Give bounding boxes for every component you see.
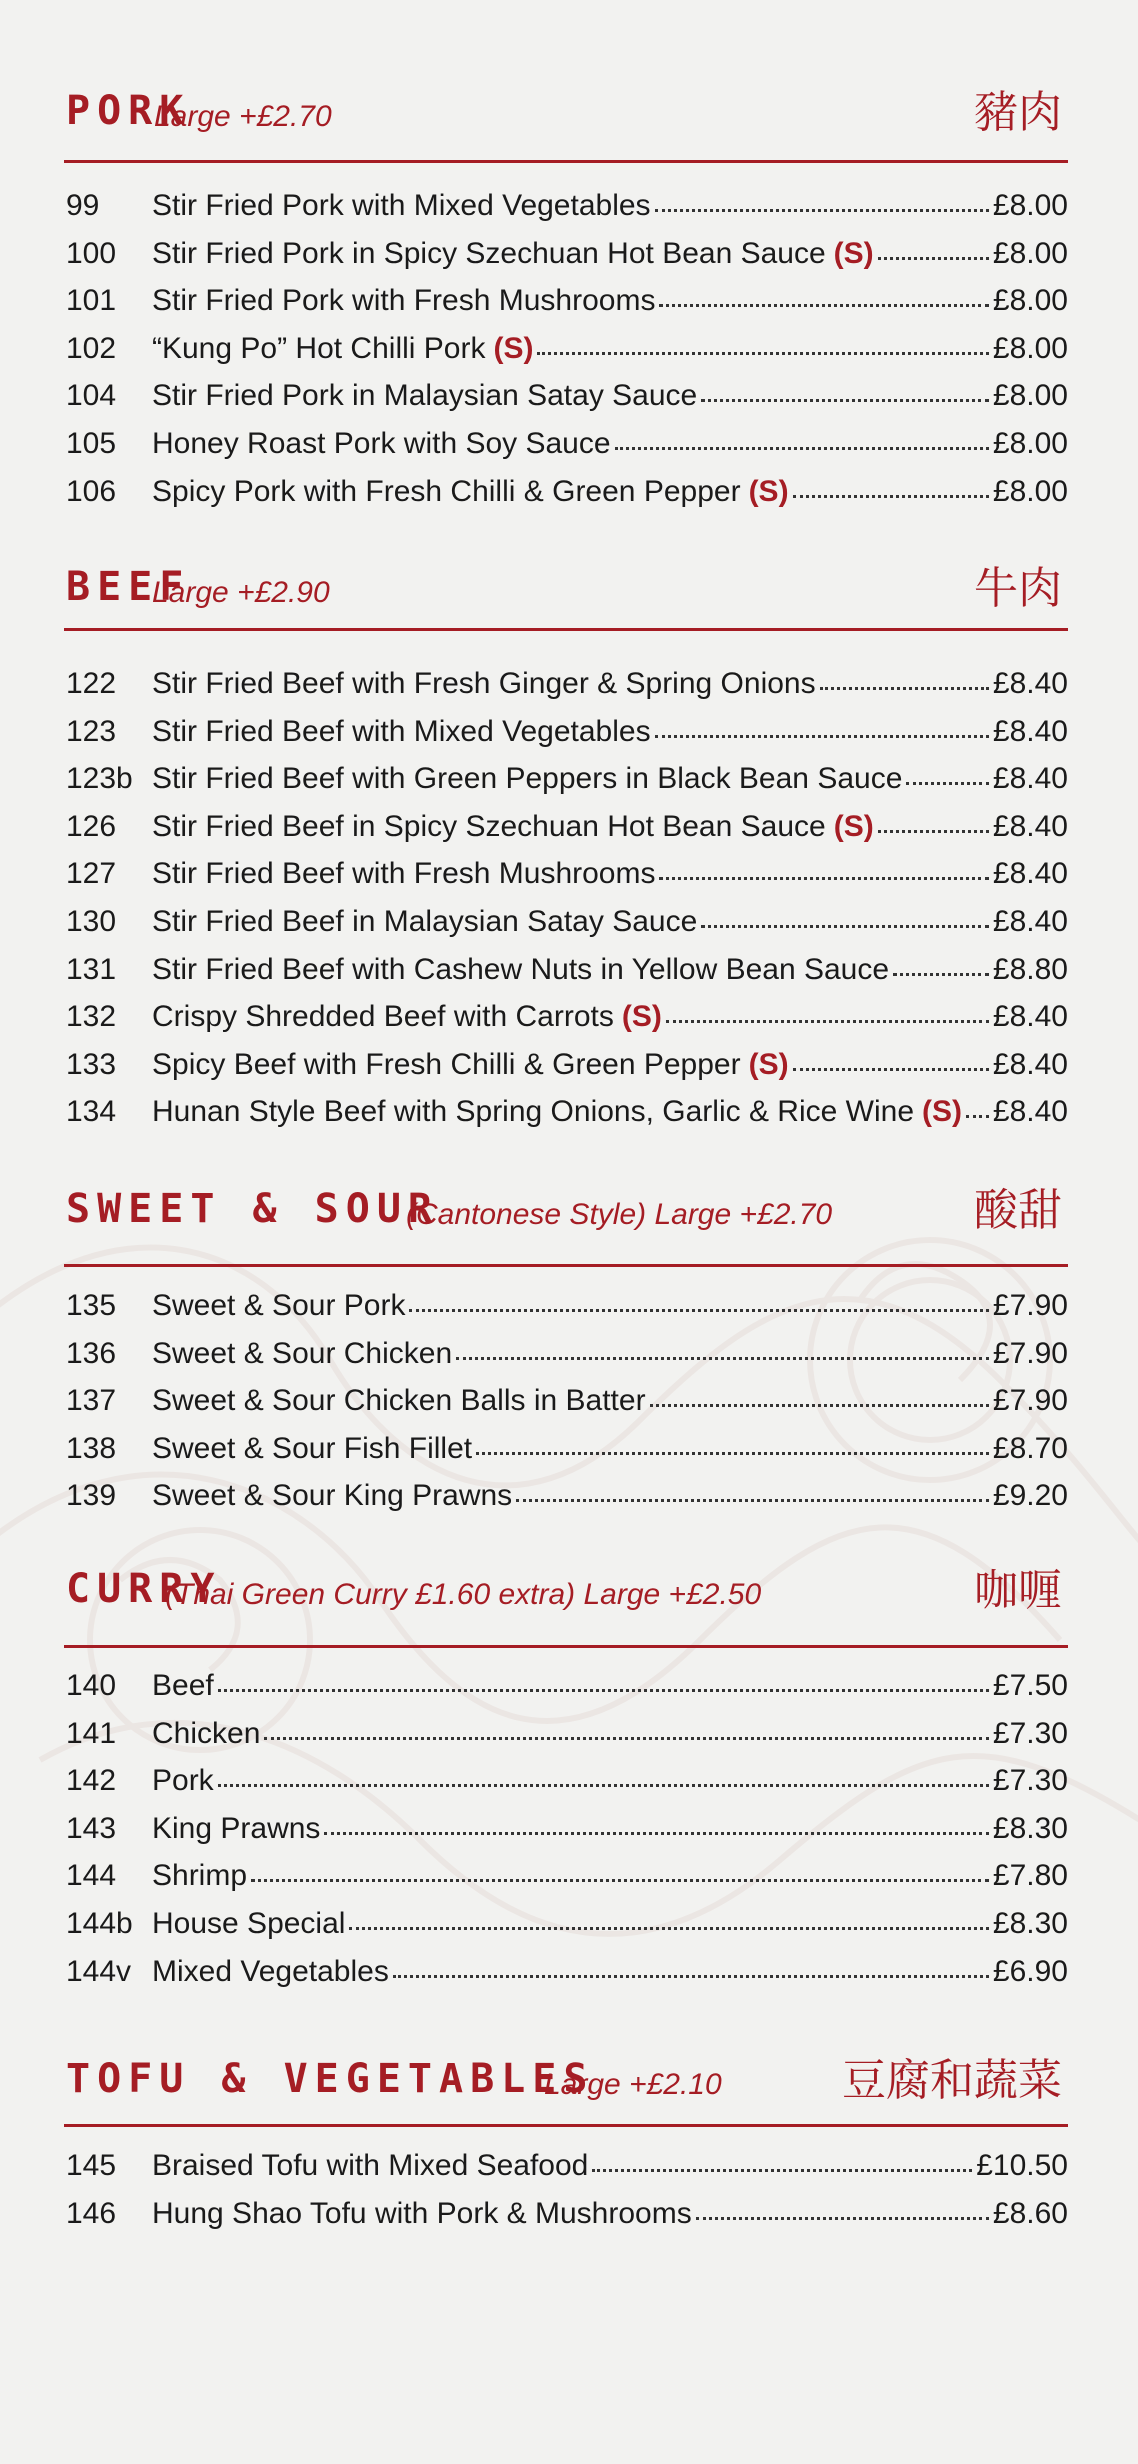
item-name: Stir Fried Pork in Malaysian Satay Sauce <box>152 379 698 413</box>
item-number: 141 <box>66 1716 117 1750</box>
menu-item <box>66 332 1068 380</box>
menu-item <box>66 1955 1068 2003</box>
dot-leader <box>878 826 989 833</box>
item-name: Stir Fried Beef with Mixed Vegetables <box>152 714 651 748</box>
dot-leader <box>393 1971 989 1978</box>
item-name: Stir Fried Beef with Fresh Ginger & Spring Onions <box>152 667 816 700</box>
section-chinese-title: 豬肉 <box>974 87 1062 138</box>
item-price: £8.30 <box>992 1906 1068 1940</box>
dot-leader <box>537 348 988 355</box>
dot-leader <box>218 1780 989 1787</box>
section-header <box>64 78 1068 148</box>
menu-item <box>66 1048 1068 1096</box>
item-name: Shrimp <box>152 1859 248 1893</box>
item-number: 99 <box>66 189 100 222</box>
dot-leader <box>476 1448 989 1455</box>
item-name: Stir Fried Beef with Green Peppers in Black Bean Sauce <box>152 762 903 796</box>
item-number: 138 <box>66 1431 117 1465</box>
item-list <box>66 189 1068 522</box>
item-name: Braised Tofu with Mixed Seafood <box>152 2149 589 2182</box>
section-title: SWEET & SOUR <box>66 1186 439 1232</box>
dot-leader <box>820 683 989 690</box>
item-price: £10.50 <box>976 2149 1068 2182</box>
menu-item <box>66 475 1068 523</box>
item-price: £8.80 <box>992 952 1068 986</box>
item-price: £8.40 <box>992 809 1068 843</box>
section-note: Large +£2.70 <box>154 100 332 133</box>
item-number: 127 <box>66 857 117 891</box>
menu-item <box>66 1764 1068 1812</box>
item-price: £8.60 <box>992 2196 1068 2230</box>
dot-leader <box>966 1111 989 1118</box>
dot-leader <box>701 921 989 928</box>
item-number: 102 <box>66 331 117 365</box>
dot-leader <box>516 1495 989 1502</box>
item-price: £8.00 <box>992 189 1068 222</box>
item-number: 144v <box>66 1954 132 1988</box>
menu-item <box>66 284 1068 332</box>
item-number: 144b <box>66 1906 133 1940</box>
section-chinese-title: 酸甜 <box>974 1185 1062 1236</box>
section-chinese-title: 咖喱 <box>974 1565 1062 1616</box>
item-name: Sweet & Sour King Prawns <box>152 1479 513 1513</box>
item-name: Stir Fried Beef in Malaysian Satay Sauce <box>152 904 698 938</box>
item-price: £8.70 <box>992 1431 1068 1465</box>
item-number: 143 <box>66 1811 117 1845</box>
section-divider <box>64 628 1068 631</box>
item-number: 105 <box>66 426 117 460</box>
item-name: “Kung Po” Hot Chilli Pork <box>152 331 486 365</box>
item-price: £8.00 <box>992 379 1068 413</box>
item-name: Chicken <box>152 1716 261 1750</box>
section-divider <box>64 1645 1068 1648</box>
item-price: £7.30 <box>992 1716 1068 1750</box>
item-name: Stir Fried Beef with Fresh Mushrooms <box>152 857 656 891</box>
item-number: 145 <box>66 2149 117 2182</box>
dot-leader <box>456 1353 989 1360</box>
dot-leader <box>906 778 989 785</box>
item-number: 136 <box>66 1336 117 1370</box>
spicy-marker: (S) <box>748 1047 789 1081</box>
dot-leader <box>659 873 988 880</box>
menu-item <box>66 2149 1068 2197</box>
menu-item <box>66 667 1068 715</box>
dot-leader <box>701 395 989 402</box>
item-name: Stir Fried Pork in Spicy Szechuan Hot Bean Sauce <box>152 236 826 270</box>
section-header <box>64 2046 1068 2116</box>
dot-leader <box>893 969 989 976</box>
item-name: Beef <box>152 1669 214 1702</box>
menu-item <box>66 1289 1068 1337</box>
menu-item <box>66 1907 1068 1955</box>
item-price: £8.40 <box>992 904 1068 938</box>
dot-leader <box>666 1016 989 1023</box>
item-price: £8.00 <box>992 284 1068 318</box>
menu-item <box>66 857 1068 905</box>
dot-leader <box>592 2165 972 2172</box>
item-number: 142 <box>66 1764 117 1798</box>
spicy-marker: (S) <box>621 1000 662 1034</box>
item-number: 140 <box>66 1669 117 1702</box>
section-note: Large +£2.10 <box>544 2068 722 2101</box>
item-list <box>66 1669 1068 2002</box>
item-price: £8.40 <box>992 1095 1068 1129</box>
section-divider <box>64 1264 1068 1267</box>
item-name: Honey Roast Pork with Soy Sauce <box>152 426 611 460</box>
item-name: King Prawns <box>152 1811 321 1845</box>
menu-item <box>66 1337 1068 1385</box>
spicy-marker: (S) <box>493 331 534 365</box>
menu-item <box>66 237 1068 285</box>
item-price: £7.80 <box>992 1859 1068 1893</box>
menu-item <box>66 1669 1068 1717</box>
item-price: £8.30 <box>992 1811 1068 1845</box>
menu-item <box>66 1717 1068 1765</box>
item-price: £7.90 <box>992 1336 1068 1370</box>
item-name: Spicy Beef with Fresh Chilli & Green Pepper <box>152 1047 741 1081</box>
item-price: £8.00 <box>992 474 1068 508</box>
item-price: £8.40 <box>992 762 1068 796</box>
item-price: £6.90 <box>992 1954 1068 1988</box>
menu-item <box>66 905 1068 953</box>
section-divider <box>64 2124 1068 2127</box>
section-header <box>64 554 1068 624</box>
item-number: 134 <box>66 1095 117 1129</box>
dot-leader <box>615 443 989 450</box>
menu-item <box>66 715 1068 763</box>
item-price: £8.40 <box>992 667 1068 700</box>
menu-item <box>66 427 1068 475</box>
section-chinese-title: 豆腐和蔬菜 <box>842 2055 1062 2106</box>
section-header <box>64 1556 1068 1626</box>
menu-item <box>66 810 1068 858</box>
item-price: £7.90 <box>992 1384 1068 1418</box>
dot-leader <box>218 1685 989 1692</box>
section-title: PORK <box>66 88 191 134</box>
dot-leader <box>793 1064 989 1071</box>
section-title: BEEF <box>66 564 191 610</box>
menu-item <box>66 1432 1068 1480</box>
menu-item <box>66 1384 1068 1432</box>
dot-leader <box>655 731 989 738</box>
item-price: £8.40 <box>992 1047 1068 1081</box>
section-title: CURRY <box>66 1566 222 1612</box>
item-number: 101 <box>66 284 117 318</box>
menu-item <box>66 2197 1068 2245</box>
menu-item <box>66 1812 1068 1860</box>
section-chinese-title: 牛肉 <box>974 563 1062 614</box>
dot-leader <box>659 300 988 307</box>
item-number: 100 <box>66 236 117 270</box>
item-price: £7.90 <box>992 1289 1068 1322</box>
item-number: 137 <box>66 1384 117 1418</box>
item-number: 123b <box>66 762 133 796</box>
item-price: £9.20 <box>992 1479 1068 1513</box>
section-title: TOFU & VEGETABLES <box>66 2056 595 2102</box>
item-price: £8.00 <box>992 426 1068 460</box>
dot-leader <box>251 1875 989 1882</box>
item-number: 131 <box>66 952 117 986</box>
item-name: Mixed Vegetables <box>152 1954 389 1988</box>
item-price: £8.40 <box>992 714 1068 748</box>
menu-item <box>66 1859 1068 1907</box>
menu-item <box>66 379 1068 427</box>
item-number: 104 <box>66 379 117 413</box>
item-list <box>66 2149 1068 2244</box>
item-number: 126 <box>66 809 117 843</box>
spicy-marker: (S) <box>748 474 789 508</box>
item-name: Sweet & Sour Chicken <box>152 1336 453 1370</box>
item-name: Pork <box>152 1764 214 1798</box>
item-number: 139 <box>66 1479 117 1513</box>
section-note: Large +£2.90 <box>152 576 330 609</box>
item-list <box>66 667 1068 1143</box>
item-number: 135 <box>66 1289 117 1322</box>
item-name: Sweet & Sour Fish Fillet <box>152 1431 473 1465</box>
item-price: £7.50 <box>992 1669 1068 1702</box>
dot-leader <box>324 1828 989 1835</box>
item-name: Stir Fried Beef with Cashew Nuts in Yellow Bean Sauce <box>152 952 890 986</box>
section-note: (Thai Green Curry £1.60 extra) Large +£2.50 <box>165 1578 762 1611</box>
item-name: Hung Shao Tofu with Pork & Mushrooms <box>152 2196 692 2230</box>
section-divider <box>64 160 1068 163</box>
menu-item <box>66 1479 1068 1527</box>
item-price: £8.00 <box>992 331 1068 365</box>
menu-item <box>66 189 1068 237</box>
item-number: 106 <box>66 474 117 508</box>
item-number: 132 <box>66 1000 117 1034</box>
item-price: £8.40 <box>992 857 1068 891</box>
spicy-marker: (S) <box>833 809 874 843</box>
item-name: Stir Fried Pork with Fresh Mushrooms <box>152 284 656 318</box>
item-price: £7.30 <box>992 1764 1068 1798</box>
item-number: 130 <box>66 904 117 938</box>
spicy-marker: (S) <box>833 236 874 270</box>
item-name: Hunan Style Beef with Spring Onions, Garlic & Rice Wine <box>152 1095 914 1129</box>
dot-leader <box>650 1400 989 1407</box>
item-price: £8.00 <box>992 236 1068 270</box>
menu-item <box>66 762 1068 810</box>
item-number: 133 <box>66 1047 117 1081</box>
item-name: Sweet & Sour Pork <box>152 1289 406 1322</box>
dot-leader <box>349 1923 988 1930</box>
spicy-marker: (S) <box>922 1095 962 1129</box>
item-number: 123 <box>66 714 117 748</box>
dot-leader <box>878 253 989 260</box>
item-name: Stir Fried Pork with Mixed Vegetables <box>152 189 651 222</box>
dot-leader <box>793 491 989 498</box>
dot-leader <box>655 205 989 212</box>
menu-item <box>66 1000 1068 1048</box>
dot-leader <box>264 1733 989 1740</box>
menu-item <box>66 1095 1068 1143</box>
item-number: 146 <box>66 2196 117 2230</box>
item-name: Spicy Pork with Fresh Chilli & Green Pepper <box>152 474 741 508</box>
item-price: £8.40 <box>992 1000 1068 1034</box>
item-number: 122 <box>66 667 117 700</box>
item-name: Crispy Shredded Beef with Carrots <box>152 1000 614 1034</box>
menu-item <box>66 953 1068 1001</box>
item-name: House Special <box>152 1906 346 1940</box>
section-header <box>64 1176 1068 1246</box>
dot-leader <box>409 1305 988 1312</box>
item-name: Stir Fried Beef in Spicy Szechuan Hot Bean Sauce <box>152 809 826 843</box>
section-note: (Cantonese Style) Large +£2.70 <box>406 1198 833 1231</box>
dot-leader <box>696 2213 989 2220</box>
item-number: 144 <box>66 1859 117 1893</box>
item-list <box>66 1289 1068 1527</box>
item-name: Sweet & Sour Chicken Balls in Batter <box>152 1384 646 1418</box>
